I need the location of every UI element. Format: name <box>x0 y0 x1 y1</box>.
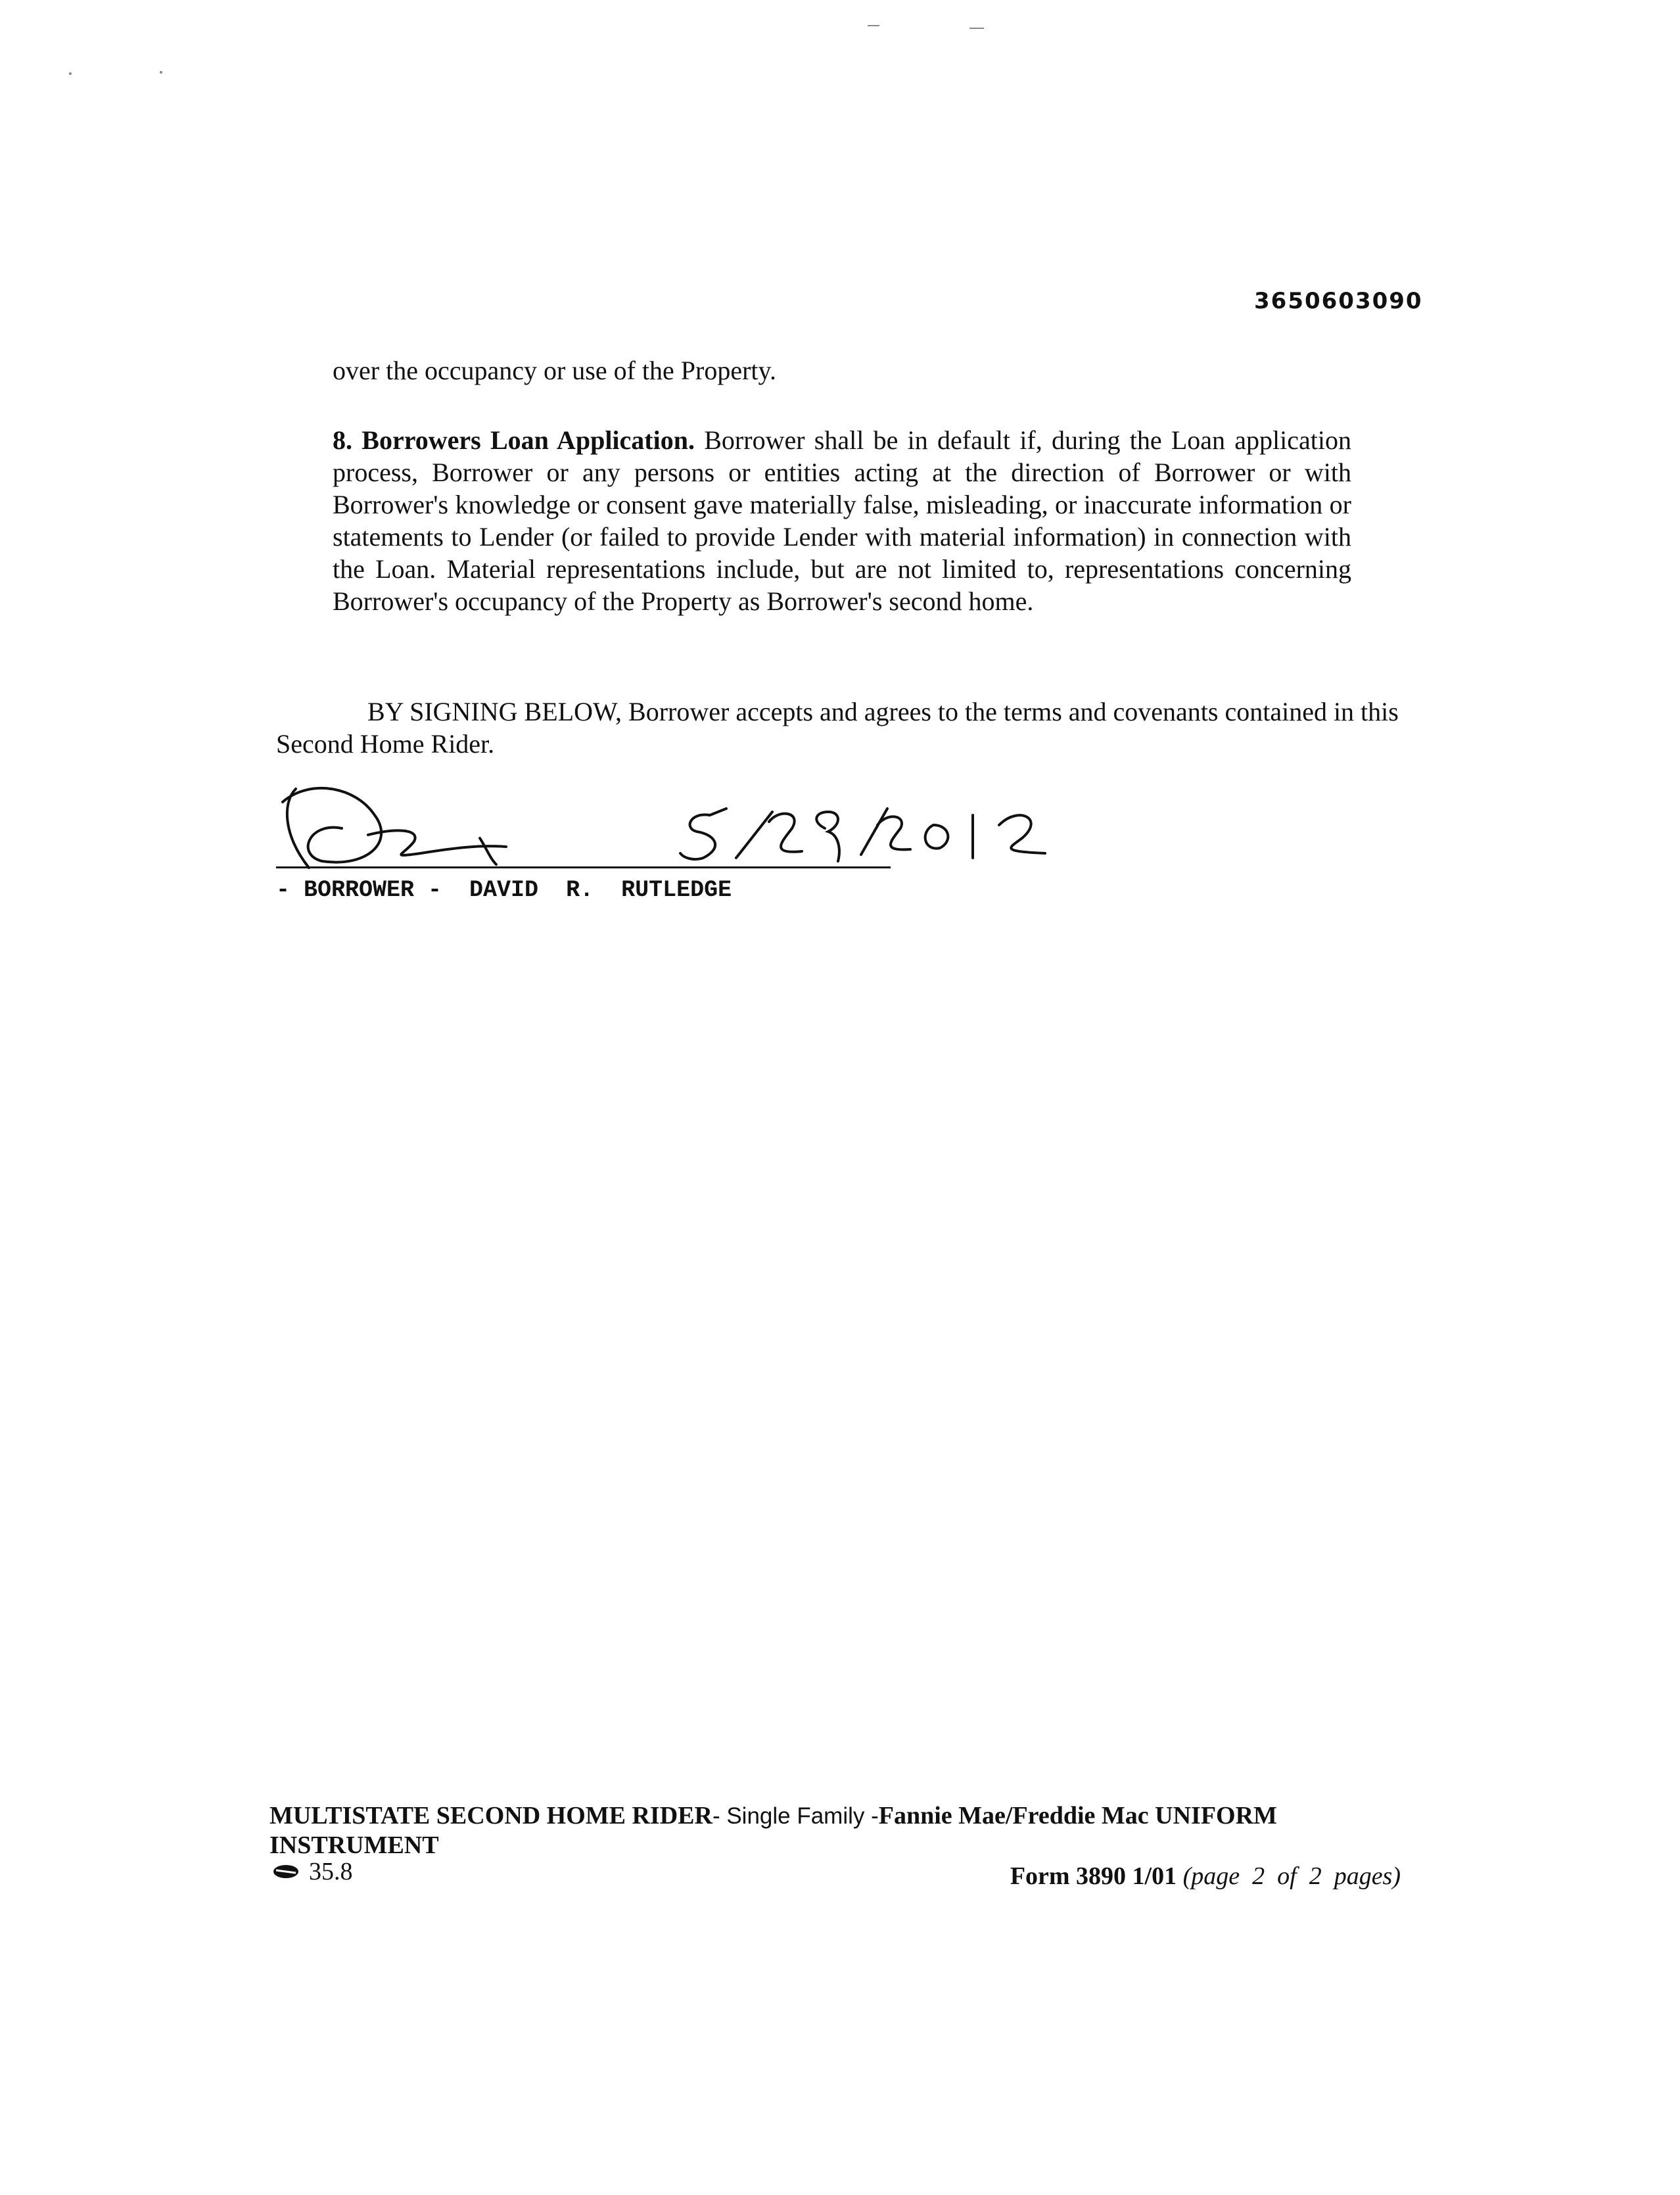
handwritten-date <box>664 776 1071 887</box>
scan-speck <box>868 25 879 26</box>
form-code-text: 35.8 <box>309 1858 353 1885</box>
form-title <box>269 1801 1387 1860</box>
handwritten-signature <box>269 776 730 887</box>
vmp-logo-icon <box>272 1863 300 1880</box>
signature-line <box>276 866 891 868</box>
continuation-text: over the occupancy or use of the Property. <box>333 356 776 385</box>
loan-number: 3650603090 <box>1254 288 1423 314</box>
section-8-paragraph <box>333 424 1351 617</box>
form-title-part: MULTISTATE SECOND HOME RIDER <box>269 1802 712 1829</box>
scan-speck <box>160 71 162 74</box>
scan-speck <box>969 28 984 29</box>
form-title-part: - Single Family - <box>712 1803 879 1829</box>
form-title-part: Fannie Mae/Freddie Mac UNIFORM INSTRUMENT <box>269 1802 1277 1859</box>
form-code <box>272 1857 353 1886</box>
signing-statement: BY SIGNING BELOW, Borrower accepts and agrees to the terms and covenants contained in this Second Home Rider. <box>276 697 1399 759</box>
borrower-name-label: - BORROWER - DAVID R. RUTLEDGE <box>276 877 732 903</box>
section-8-heading: 8. Borrowers Loan Application. <box>333 425 695 455</box>
scan-speck <box>69 72 72 75</box>
form-number <box>1010 1862 1401 1891</box>
signature-block <box>269 776 1091 894</box>
form-number-text: Form 3890 1/01 <box>1010 1862 1177 1890</box>
page-info: (page 2 of 2 pages) <box>1177 1862 1401 1890</box>
section-8-text: Borrower shall be in default if, during the Loan application process, Borrower or any persons or entities acting at the direction of Borrower or with Borrower's knowledge or consent gave materially false, misleading, or inaccurate information or statements to Lender (or failed to provide Lender with material information) in connection with the Loan. Material representations include, but are not limited to, representations concerning Borrower's occupancy of the Property as Borrower's second home. <box>333 425 1352 616</box>
